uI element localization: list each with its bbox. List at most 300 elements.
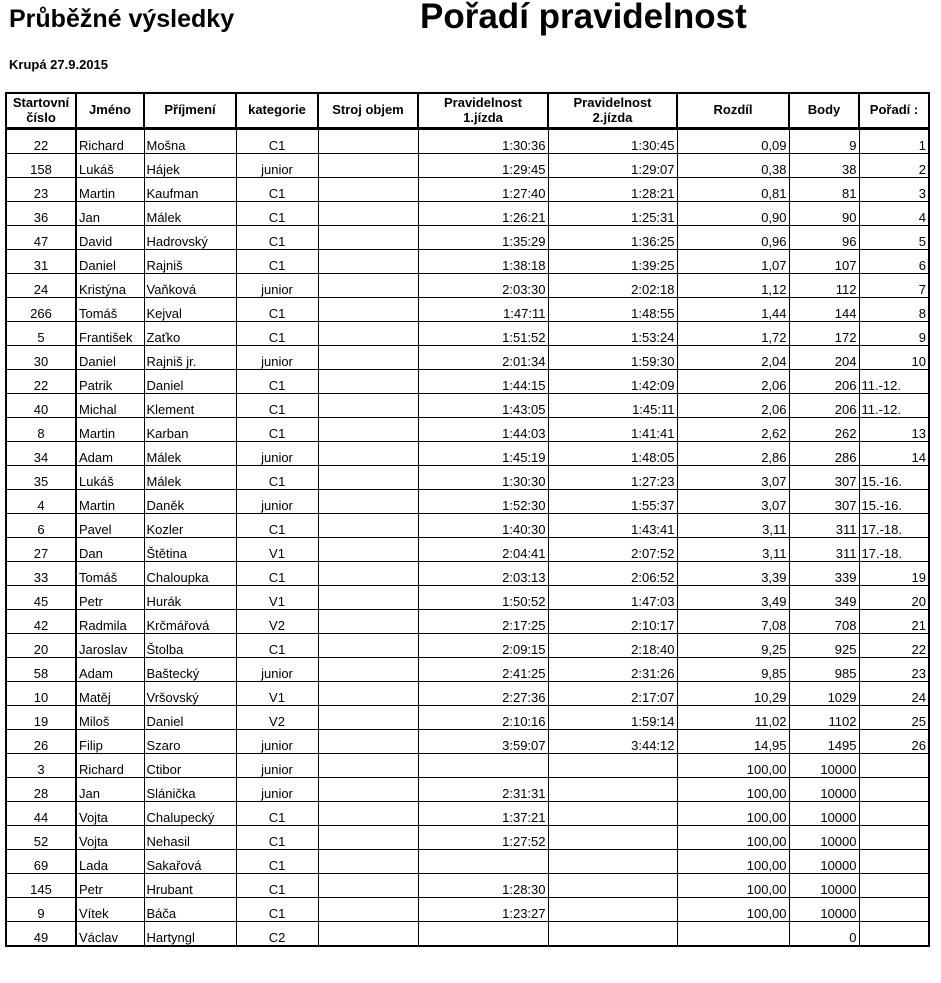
difference-cell: 2,62 [677,418,789,442]
machine-cell [318,586,418,610]
start-number-cell: 45 [6,586,76,610]
ride2-cell: 1:59:14 [548,706,677,730]
table-row [6,154,929,178]
start-number-cell: 24 [6,274,76,298]
col-header-points: Body [789,93,859,129]
rank-cell: 24 [859,682,929,706]
table-row [6,706,929,730]
category-cell: C1 [236,418,318,442]
ride2-cell: 1:30:45 [548,129,677,154]
difference-cell: 0,81 [677,178,789,202]
difference-cell: 9,85 [677,658,789,682]
machine-cell [318,370,418,394]
table-row [6,202,929,226]
start-number-cell: 33 [6,562,76,586]
rank-cell: 15.-16. [859,490,929,514]
first-name-cell: Jan [76,202,144,226]
machine-cell [318,250,418,274]
ride1-cell: 2:09:15 [418,634,548,658]
rank-cell [859,898,929,922]
last-name-cell: Štětina [144,538,236,562]
rank-cell: 10 [859,346,929,370]
ride2-cell [548,778,677,802]
category-cell: C1 [236,226,318,250]
first-name-cell: Matěj [76,682,144,706]
rank-cell: 26 [859,730,929,754]
ride1-cell: 2:04:41 [418,538,548,562]
difference-cell: 3,11 [677,514,789,538]
start-number-cell: 31 [6,250,76,274]
difference-cell: 3,07 [677,466,789,490]
ride1-cell: 1:50:52 [418,586,548,610]
category-cell: C1 [236,298,318,322]
first-name-cell: Lukáš [76,466,144,490]
last-name-cell: Hartyngl [144,922,236,947]
difference-cell: 1,72 [677,322,789,346]
machine-cell [318,826,418,850]
difference-cell: 0,96 [677,226,789,250]
points-cell: 90 [789,202,859,226]
points-cell: 206 [789,370,859,394]
ride2-cell: 1:39:25 [548,250,677,274]
points-cell: 10000 [789,802,859,826]
first-name-cell: Vojta [76,802,144,826]
table-row [6,466,929,490]
machine-cell [318,178,418,202]
table-row [6,682,929,706]
table-row [6,178,929,202]
category-cell: V1 [236,682,318,706]
col-header-ride1: Pravidelnost 1.jízda [418,93,548,129]
ride2-cell: 1:36:25 [548,226,677,250]
ride1-cell [418,850,548,874]
start-number-cell: 266 [6,298,76,322]
last-name-cell: Štolba [144,634,236,658]
category-cell: C1 [236,826,318,850]
ride1-cell: 1:43:05 [418,394,548,418]
first-name-cell: Tomáš [76,298,144,322]
points-cell: 10000 [789,826,859,850]
first-name-cell: Vítek [76,898,144,922]
start-number-cell: 35 [6,466,76,490]
machine-cell [318,202,418,226]
category-cell: C1 [236,178,318,202]
difference-cell: 2,06 [677,370,789,394]
difference-cell: 0,09 [677,129,789,154]
rank-cell: 2 [859,154,929,178]
table-row [6,394,929,418]
difference-cell: 100,00 [677,850,789,874]
rank-cell: 17.-18. [859,538,929,562]
ride1-cell: 1:40:30 [418,514,548,538]
last-name-cell: Mošna [144,129,236,154]
ride1-cell [418,754,548,778]
start-number-cell: 8 [6,418,76,442]
category-cell: junior [236,154,318,178]
ride2-cell: 2:07:52 [548,538,677,562]
ride1-cell: 1:30:30 [418,466,548,490]
table-row [6,730,929,754]
start-number-cell: 30 [6,346,76,370]
machine-cell [318,274,418,298]
ride1-cell: 2:27:36 [418,682,548,706]
category-cell: junior [236,778,318,802]
category-cell: C1 [236,322,318,346]
table-row [6,514,929,538]
ride2-cell: 1:45:11 [548,394,677,418]
first-name-cell: Lada [76,850,144,874]
ride2-cell: 1:43:41 [548,514,677,538]
start-number-cell: 5 [6,322,76,346]
table-header-row [6,93,929,129]
rank-cell: 8 [859,298,929,322]
points-cell: 708 [789,610,859,634]
start-number-cell: 3 [6,754,76,778]
first-name-cell: Vojta [76,826,144,850]
category-cell: V2 [236,610,318,634]
ride1-cell: 1:44:03 [418,418,548,442]
rank-cell: 11.-12. [859,394,929,418]
machine-cell [318,682,418,706]
difference-cell: 2,86 [677,442,789,466]
table-row [6,562,929,586]
machine-cell [318,490,418,514]
start-number-cell: 158 [6,154,76,178]
ride1-cell: 2:31:31 [418,778,548,802]
start-number-cell: 28 [6,778,76,802]
category-cell: V1 [236,538,318,562]
ranking-title: Pořadí pravidelnost [420,0,747,36]
category-cell: C1 [236,634,318,658]
start-number-cell: 4 [6,490,76,514]
start-number-cell: 19 [6,706,76,730]
machine-cell [318,754,418,778]
difference-cell: 1,44 [677,298,789,322]
first-name-cell: Martin [76,490,144,514]
ride1-cell: 1:27:40 [418,178,548,202]
table-row [6,538,929,562]
last-name-cell: Rajniš jr. [144,346,236,370]
page-title: Průběžné výsledky [9,5,235,33]
rank-cell: 20 [859,586,929,610]
ride1-cell: 2:03:13 [418,562,548,586]
first-name-cell: Michal [76,394,144,418]
ride1-cell: 2:03:30 [418,274,548,298]
points-cell: 311 [789,538,859,562]
table-row [6,442,929,466]
first-name-cell: Miloš [76,706,144,730]
col-header-last-name: Příjmení [144,93,236,129]
points-cell: 1029 [789,682,859,706]
last-name-cell: Hadrovský [144,226,236,250]
ride2-cell: 1:41:41 [548,418,677,442]
first-name-cell: Patrik [76,370,144,394]
category-cell: junior [236,274,318,298]
ride2-cell: 1:29:07 [548,154,677,178]
table-row [6,874,929,898]
start-number-cell: 52 [6,826,76,850]
first-name-cell: Richard [76,754,144,778]
points-cell: 985 [789,658,859,682]
points-cell: 206 [789,394,859,418]
points-cell: 286 [789,442,859,466]
table-row [6,129,929,154]
table-row [6,778,929,802]
ride2-cell: 1:42:09 [548,370,677,394]
machine-cell [318,514,418,538]
last-name-cell: Málek [144,202,236,226]
rank-cell [859,778,929,802]
difference-cell: 10,29 [677,682,789,706]
difference-cell [677,922,789,947]
ride2-cell [548,898,677,922]
last-name-cell: Kaufman [144,178,236,202]
ride2-cell: 2:06:52 [548,562,677,586]
last-name-cell: Szaro [144,730,236,754]
last-name-cell: Karban [144,418,236,442]
event-subtitle: Krupá 27.9.2015 [9,57,109,72]
last-name-cell: Hrubant [144,874,236,898]
ride2-cell: 2:02:18 [548,274,677,298]
points-cell: 9 [789,129,859,154]
machine-cell [318,562,418,586]
points-cell: 925 [789,634,859,658]
col-header-machine: Stroj objem [318,93,418,129]
col-header-difference: Rozdíl [677,93,789,129]
first-name-cell: Daniel [76,346,144,370]
last-name-cell: Nehasil [144,826,236,850]
rank-cell: 5 [859,226,929,250]
rank-cell: 23 [859,658,929,682]
category-cell: C2 [236,922,318,947]
ride2-cell: 2:31:26 [548,658,677,682]
rank-cell: 1 [859,129,929,154]
ride2-cell [548,922,677,947]
category-cell: junior [236,658,318,682]
ride1-cell: 1:27:52 [418,826,548,850]
difference-cell: 100,00 [677,874,789,898]
machine-cell [318,850,418,874]
machine-cell [318,658,418,682]
first-name-cell: Daniel [76,250,144,274]
difference-cell: 100,00 [677,754,789,778]
table-row [6,370,929,394]
rank-cell: 25 [859,706,929,730]
ride1-cell: 1:28:30 [418,874,548,898]
ride2-cell [548,850,677,874]
category-cell: C1 [236,250,318,274]
difference-cell: 100,00 [677,826,789,850]
table-row [6,250,929,274]
start-number-cell: 47 [6,226,76,250]
points-cell: 1495 [789,730,859,754]
category-cell: C1 [236,129,318,154]
last-name-cell: Zaťko [144,322,236,346]
first-name-cell: Petr [76,586,144,610]
table-row [6,802,929,826]
category-cell: V1 [236,586,318,610]
category-cell: junior [236,442,318,466]
last-name-cell: Vaňková [144,274,236,298]
first-name-cell: Filip [76,730,144,754]
points-cell: 349 [789,586,859,610]
category-cell: junior [236,730,318,754]
category-cell: C1 [236,802,318,826]
machine-cell [318,730,418,754]
last-name-cell: Chalupecký [144,802,236,826]
rank-cell: 15.-16. [859,466,929,490]
last-name-cell: Ctibor [144,754,236,778]
last-name-cell: Daniel [144,370,236,394]
difference-cell: 3,39 [677,562,789,586]
ride1-cell: 2:10:16 [418,706,548,730]
points-cell: 112 [789,274,859,298]
first-name-cell: Pavel [76,514,144,538]
table-row [6,298,929,322]
ride2-cell: 2:17:07 [548,682,677,706]
first-name-cell: Radmila [76,610,144,634]
ride1-cell: 1:44:15 [418,370,548,394]
first-name-cell: Adam [76,442,144,466]
category-cell: C1 [236,202,318,226]
rank-cell: 6 [859,250,929,274]
col-header-ride2: Pravidelnost 2.jízda [548,93,677,129]
table-row [6,586,929,610]
rank-cell: 3 [859,178,929,202]
start-number-cell: 22 [6,370,76,394]
difference-cell: 9,25 [677,634,789,658]
points-cell: 307 [789,490,859,514]
first-name-cell: František [76,322,144,346]
table-row [6,658,929,682]
ride1-cell: 1:23:27 [418,898,548,922]
last-name-cell: Hájek [144,154,236,178]
ride2-cell: 2:18:40 [548,634,677,658]
col-header-start-number: Startovní číslo [6,93,76,129]
first-name-cell: David [76,226,144,250]
first-name-cell: Martin [76,178,144,202]
ride1-cell: 1:51:52 [418,322,548,346]
difference-cell: 1,12 [677,274,789,298]
last-name-cell: Chaloupka [144,562,236,586]
ride2-cell: 1:28:21 [548,178,677,202]
points-cell: 307 [789,466,859,490]
rank-cell [859,826,929,850]
machine-cell [318,610,418,634]
first-name-cell: Richard [76,129,144,154]
machine-cell [318,538,418,562]
start-number-cell: 6 [6,514,76,538]
difference-cell: 100,00 [677,898,789,922]
table-row [6,610,929,634]
difference-cell: 3,11 [677,538,789,562]
machine-cell [318,898,418,922]
results-table [5,92,930,947]
points-cell: 172 [789,322,859,346]
ride1-cell: 1:35:29 [418,226,548,250]
rank-cell [859,874,929,898]
last-name-cell: Kozler [144,514,236,538]
ride2-cell [548,826,677,850]
table-row [6,922,929,947]
difference-cell: 0,90 [677,202,789,226]
category-cell: junior [236,754,318,778]
last-name-cell: Krčmářová [144,610,236,634]
difference-cell: 100,00 [677,802,789,826]
machine-cell [318,442,418,466]
start-number-cell: 145 [6,874,76,898]
rank-cell [859,922,929,947]
last-name-cell: Baštecký [144,658,236,682]
rank-cell: 4 [859,202,929,226]
ride1-cell [418,922,548,947]
rank-cell [859,850,929,874]
machine-cell [318,922,418,947]
table-row [6,634,929,658]
table-row [6,850,929,874]
rank-cell: 9 [859,322,929,346]
points-cell: 144 [789,298,859,322]
difference-cell: 7,08 [677,610,789,634]
col-header-category: kategorie [236,93,318,129]
last-name-cell: Kejval [144,298,236,322]
first-name-cell: Martin [76,418,144,442]
first-name-cell: Jaroslav [76,634,144,658]
ride1-cell: 1:47:11 [418,298,548,322]
start-number-cell: 34 [6,442,76,466]
points-cell: 0 [789,922,859,947]
first-name-cell: Kristýna [76,274,144,298]
start-number-cell: 42 [6,610,76,634]
rank-cell: 13 [859,418,929,442]
ride1-cell: 1:30:36 [418,129,548,154]
category-cell: C1 [236,466,318,490]
col-header-first-name: Jméno [76,93,144,129]
last-name-cell: Slánička [144,778,236,802]
points-cell: 339 [789,562,859,586]
rank-cell: 21 [859,610,929,634]
ride1-cell: 2:41:25 [418,658,548,682]
category-cell: junior [236,346,318,370]
start-number-cell: 9 [6,898,76,922]
start-number-cell: 20 [6,634,76,658]
ride1-cell: 1:29:45 [418,154,548,178]
rank-cell: 19 [859,562,929,586]
col-header-rank: Pořadí : [859,93,929,129]
start-number-cell: 69 [6,850,76,874]
last-name-cell: Daněk [144,490,236,514]
category-cell: C1 [236,874,318,898]
machine-cell [318,634,418,658]
difference-cell: 0,38 [677,154,789,178]
first-name-cell: Dan [76,538,144,562]
ride1-cell: 2:17:25 [418,610,548,634]
difference-cell: 11,02 [677,706,789,730]
ride2-cell: 1:47:03 [548,586,677,610]
last-name-cell: Vršovský [144,682,236,706]
start-number-cell: 49 [6,922,76,947]
ride1-cell: 1:37:21 [418,802,548,826]
last-name-cell: Báča [144,898,236,922]
ride2-cell: 1:55:37 [548,490,677,514]
points-cell: 262 [789,418,859,442]
ride2-cell: 1:48:05 [548,442,677,466]
points-cell: 10000 [789,754,859,778]
start-number-cell: 40 [6,394,76,418]
rank-cell: 22 [859,634,929,658]
points-cell: 10000 [789,874,859,898]
first-name-cell: Petr [76,874,144,898]
